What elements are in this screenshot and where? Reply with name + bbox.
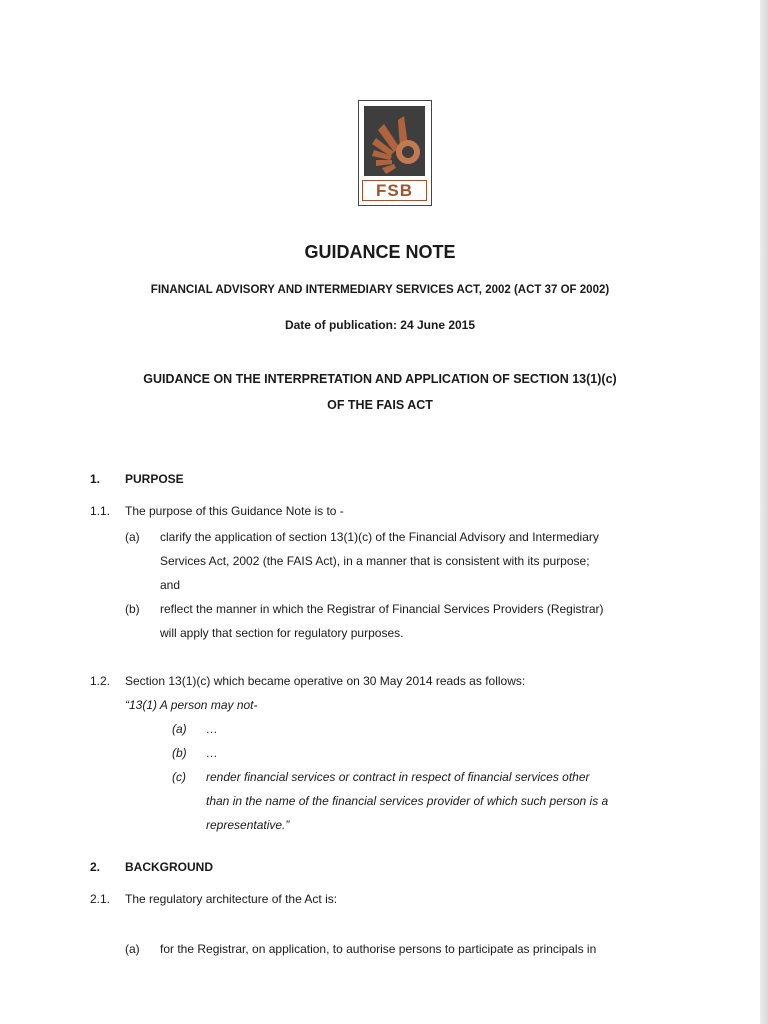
section-2-number: 2.: [90, 860, 101, 874]
item-2a-text: for the Registrar, on application, to authorise persons to participate as principals in: [160, 942, 597, 956]
section-1-heading: PURPOSE: [125, 472, 184, 486]
quote-item-a-label: (a): [172, 722, 187, 736]
item-b-line-2: will apply that section for regulatory purposes.: [160, 626, 404, 640]
subject-line-1: GUIDANCE ON THE INTERPRETATION AND APPLICATION OF SECTION 13(1)(c): [143, 372, 617, 386]
quote-intro: “13(1) A person may not-: [125, 698, 258, 712]
item-2a-label: (a): [125, 942, 140, 956]
para-1-1-number: 1.1.: [90, 504, 111, 518]
act-name: FINANCIAL ADVISORY AND INTERMEDIARY SERVICES ACT, 2002 (ACT 37 OF 2002): [150, 284, 610, 296]
para-1-1-text: The purpose of this Guidance Note is to -: [125, 504, 344, 518]
quote-item-b-label: (b): [172, 746, 187, 760]
logo-emblem: [364, 106, 425, 176]
item-b-line-1: reflect the manner in which the Registrar of Financial Services Providers (Registrar): [160, 602, 604, 616]
item-a-line-1: clarify the application of section 13(1)(c) of the Financial Advisory and Intermediary: [160, 530, 599, 544]
quote-item-c-line-1: render financial services or contract in respect of financial services other: [206, 770, 590, 784]
para-1-2-number: 1.2.: [90, 674, 111, 688]
quote-item-c-line-3: representative.”: [206, 818, 290, 832]
page-edge: [760, 0, 768, 1024]
para-2-1-number: 2.1.: [90, 892, 111, 906]
logo-text: FSB: [376, 181, 413, 200]
quote-item-a-text: …: [206, 722, 218, 736]
item-a-line-2: Services Act, 2002 (the FAIS Act), in a manner that is consistent with its purpose;: [160, 554, 590, 568]
para-1-2-text: Section 13(1)(c) which became operative on 30 May 2014 reads as follows:: [125, 674, 526, 688]
publication-date: Date of publication: 24 June 2015: [284, 318, 476, 332]
quote-item-b-text: …: [206, 746, 218, 760]
item-a-label: (a): [125, 530, 140, 544]
section-1-number: 1.: [90, 472, 101, 486]
item-b-label: (b): [125, 602, 140, 616]
quote-item-c-line-2: than in the name of the financial services provider of which such person is a: [206, 794, 609, 808]
subject-line-2: OF THE FAIS ACT: [327, 398, 433, 412]
page-title: GUIDANCE NOTE: [304, 242, 456, 262]
quote-item-c-label: (c): [172, 770, 186, 784]
section-2-heading: BACKGROUND: [125, 860, 213, 874]
para-2-1-text: The regulatory architecture of the Act is:: [125, 892, 338, 906]
fsb-logo: [358, 100, 432, 206]
item-a-line-3: and: [160, 578, 181, 592]
